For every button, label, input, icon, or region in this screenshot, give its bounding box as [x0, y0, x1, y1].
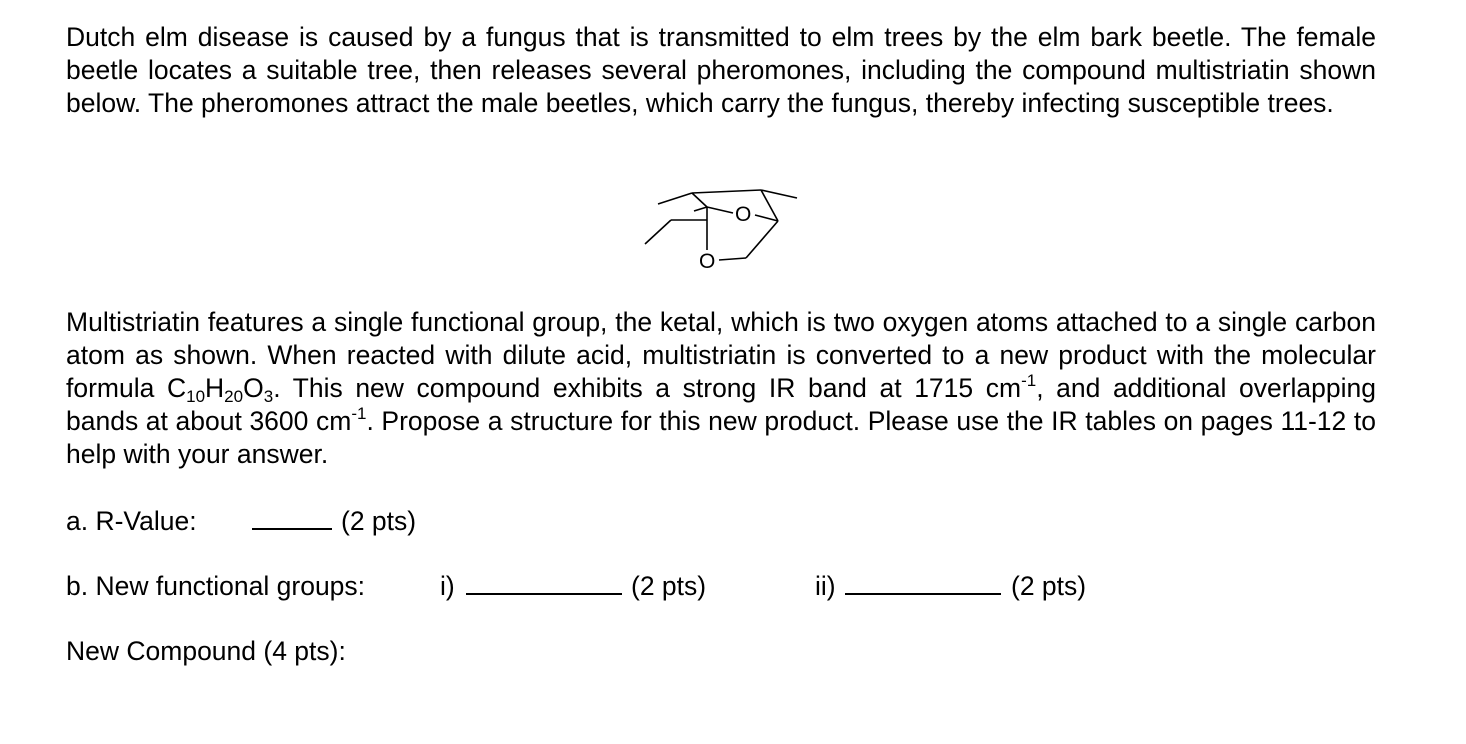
multistriatin-structure: [640, 180, 810, 275]
answer-b-i-blank[interactable]: [466, 570, 622, 603]
intro-paragraph: [66, 21, 1376, 120]
wavenumber-exponent-1: -1: [1021, 371, 1037, 390]
answer-b-ii-points: (2 pts): [1011, 571, 1087, 601]
answer-b-label: b. New functional groups:: [66, 571, 366, 601]
question-text-1: Multistriatin features a single functional group, the ketal, which is two oxygen atoms attached to a single carbon atom as shown. When reacted with dilute acid, multistriatin is converted to a new product with the molecular formula: [66, 307, 1376, 403]
formula-h-subscript: 20: [224, 387, 244, 406]
answer-a-points: (2 pts): [341, 506, 417, 536]
bottom-oxygen-label: O: [699, 250, 716, 273]
formula-o-subscript: 3: [263, 387, 274, 406]
answer-b-ii-label: ii): [815, 571, 836, 601]
structure-bonds: [645, 190, 797, 260]
answer-b-i-points: (2 pts): [631, 571, 707, 601]
answer-b-i-label: i): [440, 571, 455, 601]
answer-a-label: a. R-Value:: [66, 506, 197, 536]
formula-h: H: [205, 373, 225, 403]
wavenumber-exponent-2: -1: [351, 404, 367, 423]
question-text-3: , and additional overlapping bands at about 3600 cm: [66, 373, 1377, 436]
formula-c-subscript: 10: [186, 387, 206, 406]
formula-c: C: [166, 373, 187, 403]
intro-text: Dutch elm disease is caused by a fungus that is transmitted to elm trees by the elm bark beetle. The female beetle locates a suitable tree, then releases several pheromones, including the compound multistriatin shown below. The pheromones attract the male beetles, which carry the fungus, thereby infecting susceptible trees.: [66, 22, 1376, 118]
answer-b-ii-blank[interactable]: [845, 570, 1001, 603]
ring-oxygen-label: O: [735, 203, 752, 226]
question-text-2: . This new compound exhibits a strong IR band at 1715 cm: [273, 373, 1022, 403]
answer-a-blank[interactable]: [252, 505, 332, 538]
formula-o: O: [243, 373, 264, 403]
question-paragraph: [66, 306, 1376, 471]
question-text-4: . Propose a structure for this new product. Please use the IR tables on pages 11-12 to help with your answer.: [66, 406, 1376, 469]
new-compound-label: New Compound (4 pts):: [66, 636, 346, 666]
